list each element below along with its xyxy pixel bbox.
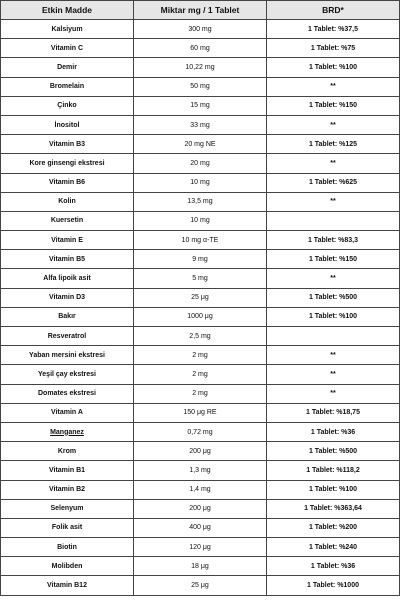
header-amount: Miktar mg / 1 Tablet xyxy=(134,1,267,20)
rda-cell: 1 Tablet: %75 xyxy=(267,39,400,58)
ingredient-cell: Kuersetin xyxy=(1,211,134,230)
ingredient-cell: Yeşil çay ekstresi xyxy=(1,365,134,384)
table-row xyxy=(1,307,400,326)
ingredient-cell: Vitamin B2 xyxy=(1,480,134,499)
amount-cell: 120 μg xyxy=(134,538,267,557)
ingredient-cell: Folik asit xyxy=(1,518,134,537)
rda-cell: 1 Tablet: %500 xyxy=(267,288,400,307)
rda-cell: 1 Tablet: %150 xyxy=(267,96,400,115)
table-row xyxy=(1,58,400,77)
ingredient-cell: Resveratrol xyxy=(1,327,134,346)
amount-cell: 1000 μg xyxy=(134,307,267,326)
rda-cell: 1 Tablet: %1000 xyxy=(267,576,400,595)
rda-cell xyxy=(267,327,400,346)
amount-cell: 1,3 mg xyxy=(134,461,267,480)
table-row xyxy=(1,231,400,250)
amount-cell: 1,4 mg xyxy=(134,480,267,499)
amount-cell: 10 mg xyxy=(134,173,267,192)
amount-cell: 0,72 mg xyxy=(134,422,267,441)
amount-cell: 20 mg NE xyxy=(134,135,267,154)
ingredient-cell: Vitamin E xyxy=(1,231,134,250)
ingredient-cell: Çinko xyxy=(1,96,134,115)
amount-cell: 2 mg xyxy=(134,346,267,365)
ingredient-cell xyxy=(1,422,134,441)
amount-cell: 10 mg xyxy=(134,211,267,230)
table-row xyxy=(1,384,400,403)
ingredient-cell: İnositol xyxy=(1,115,134,134)
amount-cell: 5 mg xyxy=(134,269,267,288)
rda-cell xyxy=(267,211,400,230)
ingredient-cell: Kalsiyum xyxy=(1,20,134,39)
amount-cell: 10 mg α-TE xyxy=(134,231,267,250)
rda-cell: ** xyxy=(267,269,400,288)
table-row xyxy=(1,154,400,173)
ingredient-cell: Krom xyxy=(1,442,134,461)
ingredient-cell: Yaban mersini ekstresi xyxy=(1,346,134,365)
amount-cell: 18 μg xyxy=(134,557,267,576)
table-row xyxy=(1,461,400,480)
rda-cell: 1 Tablet: %125 xyxy=(267,135,400,154)
table-row xyxy=(1,135,400,154)
amount-cell: 10,22 mg xyxy=(134,58,267,77)
amount-cell: 20 mg xyxy=(134,154,267,173)
ingredient-cell: Vitamin C xyxy=(1,39,134,58)
ingredient-cell: Domates ekstresi xyxy=(1,384,134,403)
amount-cell: 400 μg xyxy=(134,518,267,537)
amount-cell: 2 mg xyxy=(134,384,267,403)
table-row xyxy=(1,576,400,595)
table-row xyxy=(1,115,400,134)
table-row xyxy=(1,77,400,96)
ingredient-cell: Kore ginsengi ekstresi xyxy=(1,154,134,173)
table-row xyxy=(1,96,400,115)
rda-cell: ** xyxy=(267,115,400,134)
amount-cell: 13,5 mg xyxy=(134,192,267,211)
amount-cell: 25 μg xyxy=(134,576,267,595)
rda-cell: 1 Tablet: %100 xyxy=(267,480,400,499)
header-row xyxy=(1,1,400,20)
ingredient-cell: Vitamin B3 xyxy=(1,135,134,154)
header-ingredient: Etkin Madde xyxy=(1,1,134,20)
rda-cell: ** xyxy=(267,77,400,96)
rda-cell: 1 Tablet: %363,64 xyxy=(267,499,400,518)
ingredient-cell: Vitamin A xyxy=(1,403,134,422)
ingredient-cell: Vitamin D3 xyxy=(1,288,134,307)
ingredient-cell: Vitamin B5 xyxy=(1,250,134,269)
table-row xyxy=(1,442,400,461)
rda-cell: ** xyxy=(267,384,400,403)
table-row xyxy=(1,20,400,39)
table-header xyxy=(1,1,400,20)
amount-cell: 15 mg xyxy=(134,96,267,115)
rda-cell: 1 Tablet: %200 xyxy=(267,518,400,537)
rda-cell: 1 Tablet: %83,3 xyxy=(267,231,400,250)
table-row xyxy=(1,346,400,365)
table-row xyxy=(1,518,400,537)
table-row xyxy=(1,250,400,269)
table-row xyxy=(1,538,400,557)
rda-cell: 1 Tablet: %500 xyxy=(267,442,400,461)
rda-cell: 1 Tablet: %150 xyxy=(267,250,400,269)
table-row xyxy=(1,211,400,230)
ingredient-cell: Vitamin B6 xyxy=(1,173,134,192)
amount-cell: 33 mg xyxy=(134,115,267,134)
table-row xyxy=(1,192,400,211)
rda-cell: 1 Tablet: %100 xyxy=(267,307,400,326)
ingredient-cell: Bromelain xyxy=(1,77,134,96)
rda-cell: ** xyxy=(267,346,400,365)
amount-cell: 200 μg xyxy=(134,499,267,518)
rda-cell: ** xyxy=(267,154,400,173)
ingredient-cell: Selenyum xyxy=(1,499,134,518)
table-row xyxy=(1,173,400,192)
rda-cell: ** xyxy=(267,192,400,211)
rda-cell: 1 Tablet: %118,2 xyxy=(267,461,400,480)
ingredient-cell: Alfa lipoik asit xyxy=(1,269,134,288)
table-row xyxy=(1,557,400,576)
ingredient-cell: Demir xyxy=(1,58,134,77)
rda-cell: 1 Tablet: %37,5 xyxy=(267,20,400,39)
amount-cell: 9 mg xyxy=(134,250,267,269)
ingredient-name: Manganez xyxy=(50,428,84,436)
rda-cell: 1 Tablet: %18,75 xyxy=(267,403,400,422)
ingredient-cell: Kolin xyxy=(1,192,134,211)
ingredient-cell: Biotin xyxy=(1,538,134,557)
amount-cell: 2,5 mg xyxy=(134,327,267,346)
table-row xyxy=(1,39,400,58)
amount-cell: 25 μg xyxy=(134,288,267,307)
ingredient-cell: Bakır xyxy=(1,307,134,326)
amount-cell: 50 mg xyxy=(134,77,267,96)
rda-cell: 1 Tablet: %240 xyxy=(267,538,400,557)
table-row xyxy=(1,422,400,441)
amount-cell: 2 mg xyxy=(134,365,267,384)
rda-cell: 1 Tablet: %36 xyxy=(267,557,400,576)
rda-cell: ** xyxy=(267,365,400,384)
table-row xyxy=(1,288,400,307)
rda-cell: 1 Tablet: %625 xyxy=(267,173,400,192)
amount-cell: 150 μg RE xyxy=(134,403,267,422)
ingredient-cell: Molibden xyxy=(1,557,134,576)
ingredient-cell: Vitamin B1 xyxy=(1,461,134,480)
ingredient-cell: Vitamin B12 xyxy=(1,576,134,595)
amount-cell: 60 mg xyxy=(134,39,267,58)
table-row xyxy=(1,327,400,346)
rda-cell: 1 Tablet: %36 xyxy=(267,422,400,441)
table-row xyxy=(1,499,400,518)
table-body xyxy=(1,20,400,596)
rda-cell: 1 Tablet: %100 xyxy=(267,58,400,77)
amount-cell: 300 mg xyxy=(134,20,267,39)
table-row xyxy=(1,365,400,384)
header-rda: BRD* xyxy=(267,1,400,20)
amount-cell: 200 μg xyxy=(134,442,267,461)
table-row xyxy=(1,480,400,499)
table-row xyxy=(1,269,400,288)
table-row xyxy=(1,403,400,422)
